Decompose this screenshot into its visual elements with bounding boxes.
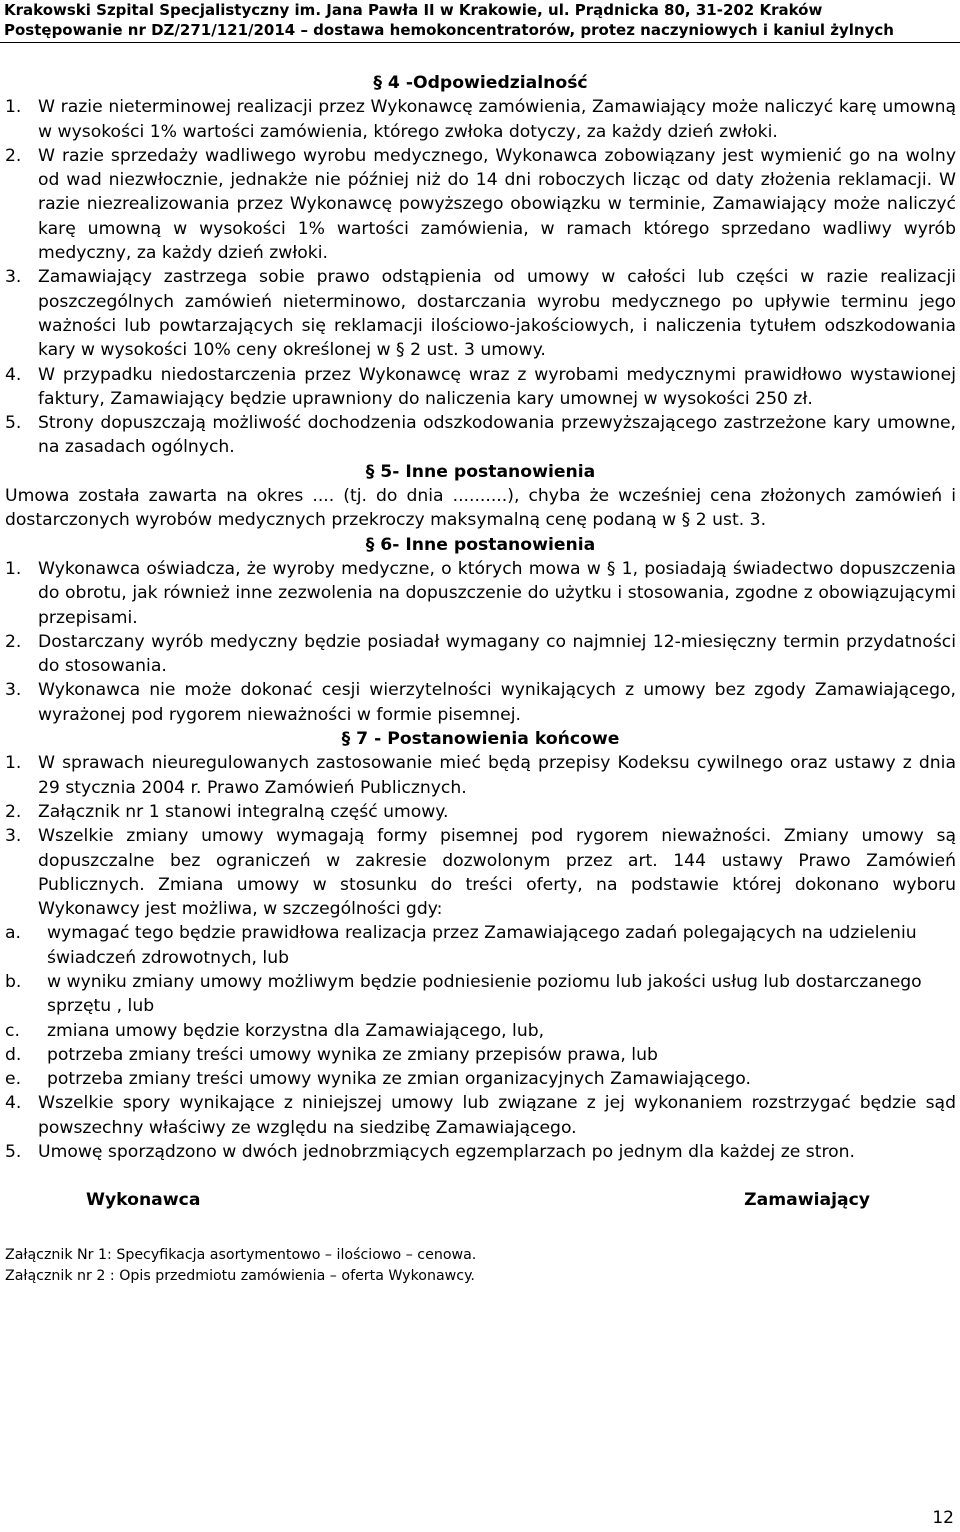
signature-client: Zamawiający	[744, 1190, 870, 1211]
item-number: 1.	[5, 97, 22, 118]
item-number: 3.	[5, 267, 22, 288]
list-item	[5, 1140, 956, 1164]
sub-item-text: w wyniku zmiany umowy możliwym będzie podniesienie poziomu lub jakości usług lub dostarczanego sprzętu , lub	[47, 971, 922, 1017]
item-text: W przypadku niedostarczenia przez Wykonawcę wraz z wyrobami medycznymi prawidłowo wystawionej faktury, Zamawiający będzie uprawniony do naliczenia kary umownej w wysokości 250 zł.	[38, 364, 956, 409]
list-item	[5, 824, 956, 921]
header-line-1: Krakowski Szpital Specjalistyczny im. Jana Pawła II w Krakowie, ul. Prądnicka 80, 31-202 Kraków	[4, 1, 823, 19]
sub-list-item	[0, 1067, 956, 1091]
document-body	[5, 71, 956, 1287]
item-number: 3.	[5, 826, 22, 847]
item-text: Wykonawca nie może dokonać cesji wierzytelności wynikających z umowy bez zgody Zamawiającego, wyrażonej pod rygorem nieważności w formie pisemnej.	[38, 680, 956, 725]
item-text: Załącznik nr 1 stanowi integralną część umowy.	[38, 801, 449, 822]
item-number: 4.	[5, 1093, 22, 1114]
section-7-subitems	[0, 921, 956, 1091]
item-text: Dostarczany wyrób medyczny będzie posiadał wymagany co najmniej 12-miesięczny termin przydatności do stosowania.	[38, 631, 956, 677]
sub-item-letter: c.	[5, 1020, 20, 1041]
item-number: 5.	[5, 413, 22, 434]
item-number: 3.	[5, 680, 22, 701]
signature-contractor: Wykonawca	[86, 1190, 201, 1211]
list-item	[5, 678, 956, 727]
section-6-title: § 6- Inne postanowienia	[365, 534, 596, 555]
sub-item-text: zmiana umowy będzie korzystna dla Zamawiającego, lub,	[47, 1020, 545, 1041]
sub-item-letter: b.	[5, 971, 22, 992]
sub-item-letter: a.	[5, 923, 21, 944]
list-item	[5, 630, 956, 679]
page-number: 12	[932, 1508, 954, 1528]
section-4-title: § 4 -Odpowiedzialność	[373, 73, 588, 93]
list-item	[5, 1091, 956, 1140]
sub-item-text: wymagać tego będzie prawidłowa realizacja przez Zamawiającego zadań polegających na udzieleniu świadczeń zdrowotnych, lub	[47, 923, 917, 968]
annex-item: Załącznik nr 2 : Opis przedmiotu zamówienia – oferta Wykonawcy.	[5, 1267, 475, 1284]
item-text: W razie sprzedaży wadliwego wyrobu medycznego, Wykonawca zobowiązany jest wymienić go na wolny od wad niezwłocznie, jednakże nie później niż do 14 dni roboczych licząc od daty złożenia reklamacji. W razie niezrealizowania przez Wykonawcę powyższego obowiązku w terminie, Zamawiający może naliczyć karę umowną w wysokości 1% wartości zamówienia, w ramach którego sprzedano wadliwy wyrób medyczny, za każdy dzień zwłoki.	[38, 145, 956, 264]
sub-list-item	[0, 1019, 956, 1043]
section-7-items-after	[5, 1091, 956, 1164]
header-divider	[0, 42, 960, 43]
item-text: Wszelkie zmiany umowy wymagają formy pisemnej pod rygorem nieważności. Zmiany umowy są dopuszczalne bez ograniczeń w zakresie dozwolonym przez art. 144 ustawy Prawo Zamówień Publicznych. Zmiana umowy w stosunku do treści oferty, na podstawie której dokonano wyboru Wykonawcy jest możliwa, w szczególności gdy:	[38, 826, 956, 920]
list-item	[5, 751, 956, 800]
list-item	[5, 411, 956, 460]
signature-block	[5, 1188, 956, 1212]
item-number: 1.	[5, 753, 22, 774]
item-number: 2.	[5, 145, 22, 166]
sub-list-item	[0, 970, 956, 1019]
annex-list	[5, 1245, 956, 1287]
sub-item-text: potrzeba zmiany treści umowy wynika ze zmiany przepisów prawa, lub	[47, 1044, 658, 1065]
list-item	[5, 800, 956, 824]
section-5-title: § 5- Inne postanowienia	[365, 461, 596, 482]
sub-list-item	[0, 1043, 956, 1067]
item-text: W sprawach nieuregulowanych zastosowanie mieć będą przepisy Kodeksu cywilnego oraz ustawy z dnia 29 stycznia 2004 r. Prawo Zamówień Publicznych.	[38, 753, 956, 798]
section-7-items	[5, 751, 956, 921]
list-item	[5, 265, 956, 362]
item-text: Umowę sporządzono w dwóch jednobrzmiących egzemplarzach po jednym dla każdej ze stron.	[38, 1142, 856, 1163]
sub-item-text: potrzeba zmiany treści umowy wynika ze zmian organizacyjnych Zamawiającego.	[47, 1069, 751, 1090]
list-item	[5, 363, 956, 412]
item-text: W razie nieterminowej realizacji przez Wykonawcę zamówienia, Zamawiający może naliczyć karę umowną w wysokości 1% wartości zamówienia, którego zwłoka dotyczy, za każdy dzień zwłoki.	[38, 97, 956, 142]
item-number: 5.	[5, 1142, 22, 1163]
item-number: 2.	[5, 631, 22, 652]
sub-item-letter: d.	[5, 1044, 22, 1065]
item-number: 2.	[5, 801, 22, 822]
item-number: 1.	[5, 558, 22, 579]
list-item	[5, 557, 956, 630]
sub-list-item	[0, 921, 956, 970]
section-6-items	[5, 557, 956, 727]
page-header	[4, 0, 956, 40]
section-5-text: Umowa została zawarta na okres .... (tj. do dnia ..........), chyba że wcześniej cena złożonych zamówień i dostarczonych wyrobów medycznych przekroczy maksymalną cenę podaną w § 2 ust. 3.	[5, 486, 956, 531]
header-line-2: Postępowanie nr DZ/271/121/2014 – dostawa hemokoncentratorów, protez naczyniowych i kaniul żylnych	[4, 21, 894, 39]
item-text: Strony dopuszczają możliwość dochodzenia odszkodowania przewyższającego zastrzeżone kary umowne, na zasadach ogólnych.	[38, 413, 956, 458]
item-text: Zamawiający zastrzega sobie prawo odstąpienia od umowy w całości lub części w razie realizacji poszczególnych zamówień nieterminowo, dostarczania wyrobu medycznego po upływie terminu jego ważności lub powtarzających się reklamacji ilościowo-jakościowych, i naliczenia tytułem odszkodowania kary w wysokości 10% ceny określonej w § 2 ust. 3 umowy.	[38, 267, 956, 361]
item-number: 4.	[5, 364, 22, 385]
section-7-title: § 7 - Postanowienia końcowe	[341, 729, 620, 750]
sub-item-letter: e.	[5, 1069, 22, 1090]
item-text: Wykonawca oświadcza, że wyroby medyczne, o których mowa w § 1, posiadają świadectwo dopuszczenia do obrotu, jak również inne zezwolenia na dopuszczenie do użytku i stosowania, zgodne z obowiązującymi przepisami.	[38, 558, 956, 628]
list-item	[5, 95, 956, 144]
section-4-items	[5, 95, 956, 459]
annex-item: Załącznik Nr 1: Specyfikacja asortymentowo – ilościowo – cenowa.	[5, 1246, 477, 1263]
list-item	[5, 144, 956, 265]
item-text: Wszelkie spory wynikające z niniejszej umowy lub związane z jej wykonaniem rozstrzygać będzie sąd powszechny właściwy ze względu na siedzibę Zamawiającego.	[38, 1093, 956, 1138]
